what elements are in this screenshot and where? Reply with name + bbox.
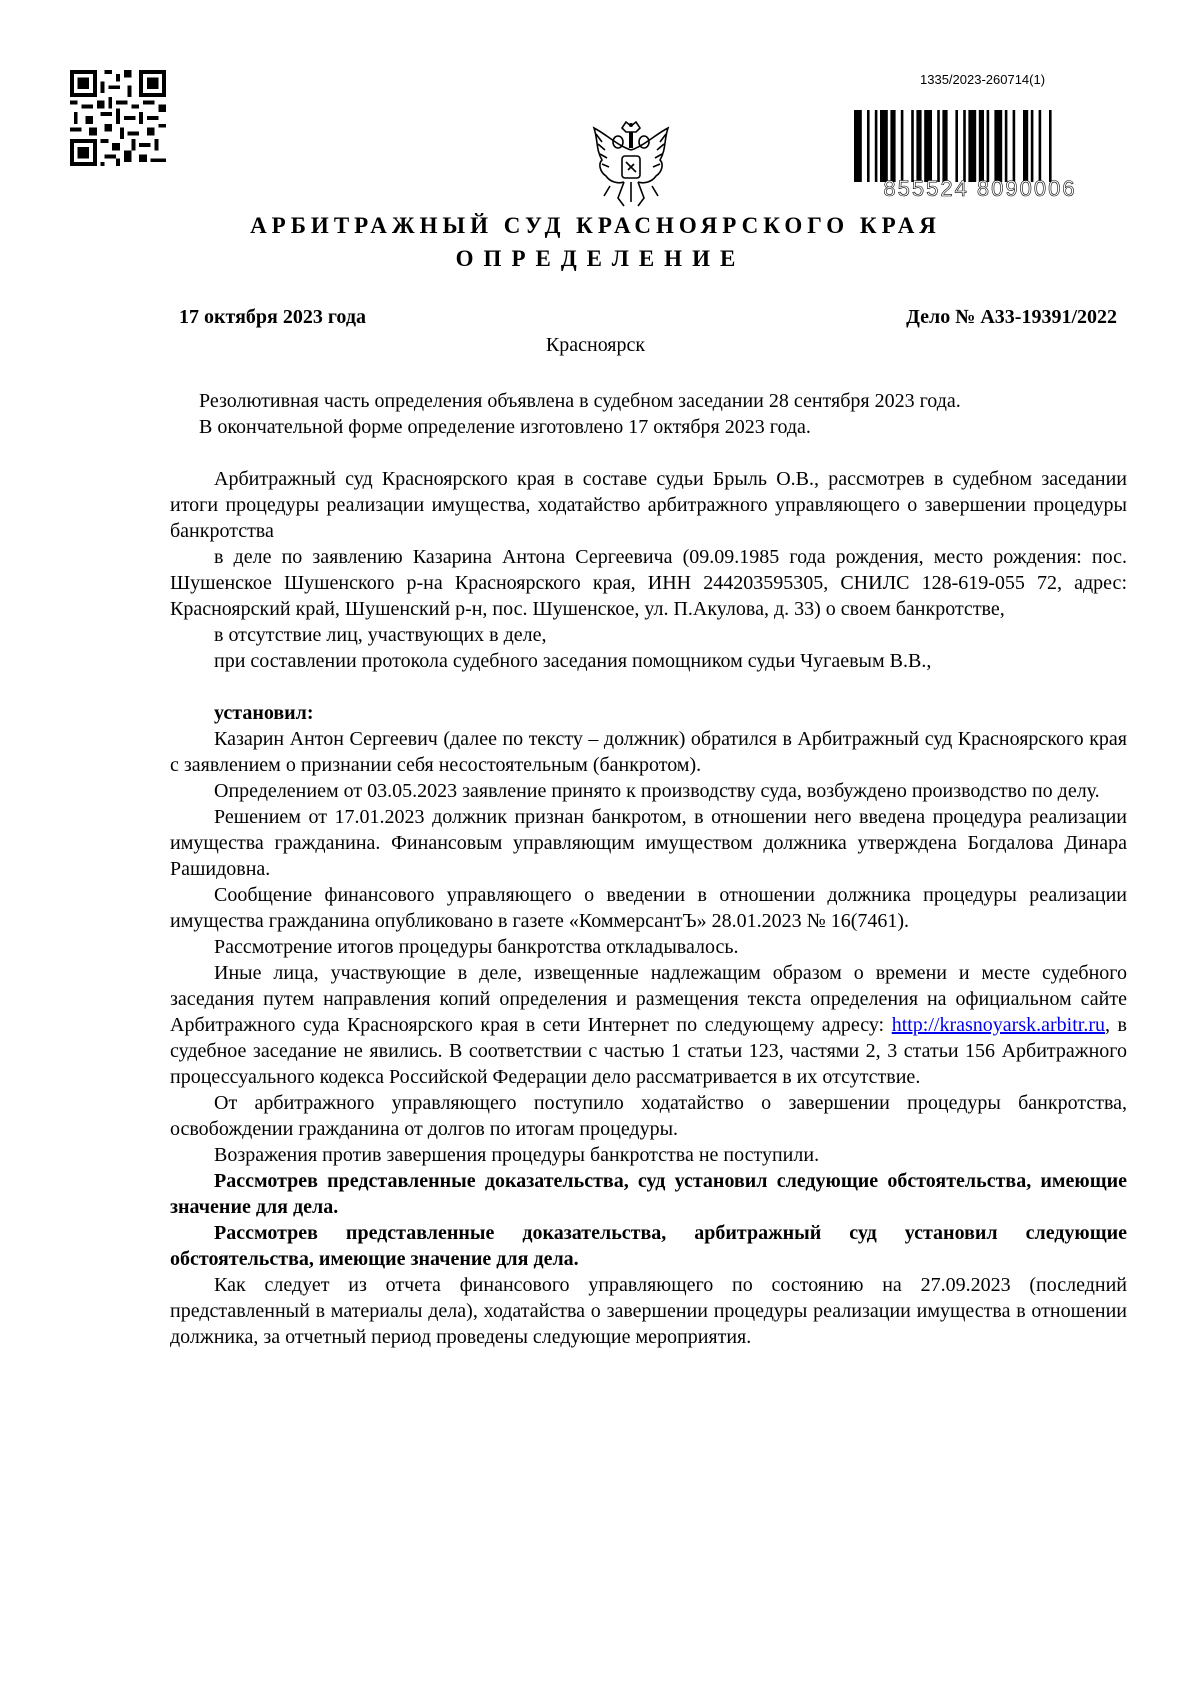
resolution-block bbox=[199, 388, 961, 440]
paragraph: Арбитражный суд Красноярского края в составе судьи Брыль О.В., рассмотрев в судебном заседании итоги процедуры реализации имущества, ходатайство арбитражного управляющего о завершении процедуры банкротства bbox=[170, 468, 1127, 542]
barcode-number: 855524 8090006 bbox=[883, 176, 1077, 201]
barcode bbox=[854, 110, 1106, 182]
document-body bbox=[170, 466, 1127, 1350]
paragraph: Определением от 03.05.2023 заявление принято к производству суда, возбуждено производство по делу. bbox=[214, 780, 1100, 802]
established-heading: установил: bbox=[214, 702, 314, 724]
resolution-line: Резолютивная часть определения объявлена в судебном заседании 28 сентября 2023 года. bbox=[199, 390, 961, 412]
paragraph: при составлении протокола судебного заседания помощником судьи Чугаевым В.В., bbox=[214, 650, 932, 672]
paragraph: Рассмотрев представленные доказательства, арбитражный суд установил следующие обстоятельства, имеющие значение для дела. bbox=[170, 1222, 1127, 1270]
paragraph: Иные лица, участвующие в деле, извещенные надлежащим образом о времени и месте судебного заседания путем направления копий определения и размещения текста определения на официальном сайте Арбитражного суда Красноярского края в сети Интернет по следующему адресу: http://krasnoyarsk.arbitr.ru, в судебное заседание не явились. В соответствии с частью 1 статьи 123, частями 2, 3 статьи 156 Арбитражного процессуального кодекса Российской Федерации дело рассматривается в их отсутствие. bbox=[170, 962, 1127, 1088]
document-number: 1335/2023-260714(1) bbox=[920, 72, 1046, 87]
paragraph: Рассмотрение итогов процедуры банкротства откладывалось. bbox=[214, 936, 739, 958]
qr-code bbox=[70, 70, 166, 166]
court-name: АРБИТРАЖНЫЙ СУД КРАСНОЯРСКОГО КРАЯ bbox=[250, 213, 941, 238]
paragraph: Казарин Антон Сергеевич (далее по тексту – должник) обратился в Арбитражный суд Красноярского края с заявлением о признании себя несостоятельным (банкротом). bbox=[170, 728, 1127, 776]
document-date: 17 октября 2023 года bbox=[179, 306, 366, 328]
document-type: ОПРЕДЕЛЕНИЕ bbox=[455, 246, 746, 271]
paragraph: От арбитражного управляющего поступило ходатайство о завершении процедуры банкротства, освобождении гражданина от долгов по итогам процедуры. bbox=[170, 1092, 1127, 1140]
paragraph: Как следует из отчета финансового управляющего по состоянию на 27.09.2023 (последний представленный в материалы дела), ходатайства о завершении процедуры реализации имущества в отношении должника, за отчетный период проведены следующие мероприятия. bbox=[170, 1274, 1127, 1348]
case-number: Дело № А33-19391/2022 bbox=[906, 306, 1117, 328]
paragraph: в отсутствие лиц, участвующих в деле, bbox=[214, 624, 547, 646]
court-website-link[interactable]: http://krasnoyarsk.arbitr.ru bbox=[891, 1014, 1105, 1036]
city: Красноярск bbox=[545, 334, 646, 356]
coat-of-arms-icon bbox=[588, 120, 674, 214]
resolution-line: В окончательной форме определение изготовлено 17 октября 2023 года. bbox=[199, 416, 811, 438]
paragraph: Рассмотрев представленные доказательства, суд установил следующие обстоятельства, имеющие значение для дела. bbox=[170, 1170, 1127, 1218]
paragraph: Решением от 17.01.2023 должник признан банкротом, в отношении него введена процедура реализации имущества гражданина. Финансовым управляющим имуществом должника утверждена Богдалова Динара Рашидовна. bbox=[170, 806, 1127, 880]
paragraph: Возражения против завершения процедуры банкротства не поступили. bbox=[214, 1144, 820, 1166]
paragraph: в деле по заявлению Казарина Антона Сергеевича (09.09.1985 года рождения, место рождения: пос. Шушенское Шушенского р-на Красноярского края, ИНН 244203595305, СНИЛС 128-619-055 72, адрес: Красноярский край, Шушенский р-н, пос. Шушенское, ул. П.Акулова, д. 33) о своем банкротстве, bbox=[170, 546, 1127, 620]
paragraph: Сообщение финансового управляющего о введении в отношении должника процедуры реализации имущества гражданина опубликовано в газете «КоммерсантЪ» 28.01.2023 № 16(7461). bbox=[170, 884, 1127, 932]
